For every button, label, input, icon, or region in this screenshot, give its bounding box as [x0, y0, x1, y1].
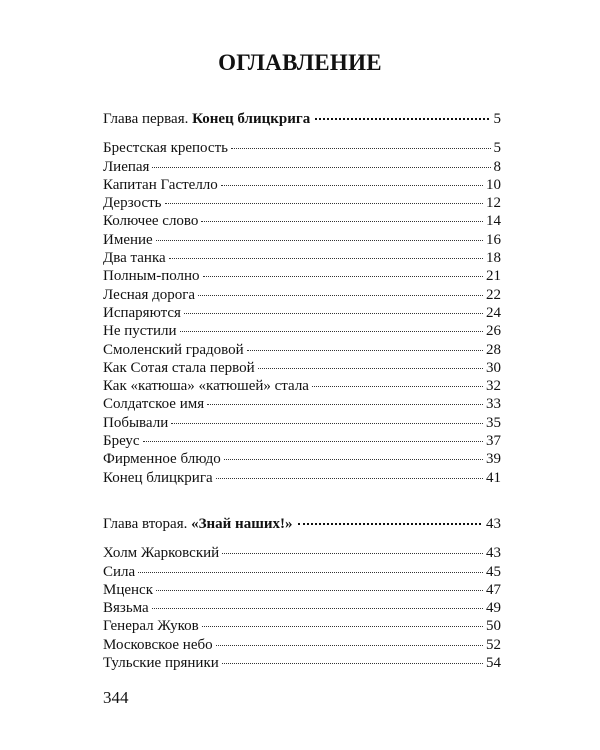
toc-entry-page: 22 [486, 286, 501, 303]
toc-entry-page: 26 [486, 323, 501, 340]
toc-entry-label: Капитан Гастелло [103, 176, 218, 193]
toc-entry[interactable] [103, 636, 501, 654]
toc-entry[interactable] [103, 194, 501, 212]
toc-entry-page: 28 [486, 341, 501, 358]
toc-entry[interactable] [103, 469, 501, 487]
toc-entry-page: 37 [486, 433, 501, 450]
table-of-contents [103, 110, 501, 672]
toc-entry-label: Не пустили [103, 323, 177, 340]
dot-leader [298, 523, 481, 525]
toc-entry-page: 10 [486, 176, 501, 193]
toc-entry-label: Сила [103, 563, 136, 580]
dot-leader [312, 386, 483, 387]
toc-entry[interactable] [103, 158, 501, 176]
toc-entry[interactable] [103, 322, 501, 340]
chapter-heading-2[interactable] [103, 515, 501, 533]
chapter-prefix: Глава первая. [103, 111, 189, 127]
toc-entry-label: Как Сотая стала первой [103, 359, 255, 376]
toc-entry-label: Имение [103, 231, 153, 248]
toc-entry[interactable] [103, 432, 501, 450]
dot-leader [156, 590, 483, 591]
page-title: ОГЛАВЛЕНИЕ [218, 50, 382, 75]
toc-entry-page: 39 [486, 451, 501, 468]
toc-entry-label: Солдатское имя [103, 396, 205, 413]
toc-entry-page: 47 [486, 581, 501, 598]
dot-leader [180, 331, 483, 332]
dot-leader [203, 276, 483, 277]
dot-leader [258, 368, 483, 369]
toc-entry-label: Фирменное блюдо [103, 451, 221, 468]
toc-entry[interactable] [103, 544, 501, 562]
toc-entry-label: Испаряются [103, 304, 181, 321]
toc-entry-label: Генерал Жуков [103, 618, 199, 635]
dot-leader [138, 572, 483, 573]
toc-entry-label: Колючее слово [103, 213, 199, 230]
toc-entry-page: 52 [486, 636, 501, 653]
dot-leader [143, 441, 483, 442]
dot-leader [222, 553, 483, 554]
toc-entry-label: Брестская крепость [103, 140, 228, 157]
toc-entry-label: Лиепая [103, 158, 150, 175]
chapter-prefix: Глава вторая. [103, 515, 188, 532]
dot-leader [169, 258, 483, 259]
toc-entry-label: Два танка [103, 250, 166, 267]
chapter-name: Конец блицкрига [192, 111, 311, 127]
dot-leader [221, 185, 483, 186]
dot-leader [231, 148, 491, 149]
toc-entry-label: Конец блицкрига [103, 469, 213, 486]
toc-entry[interactable] [103, 359, 501, 377]
toc-entry[interactable] [103, 581, 501, 599]
toc-entry-label: Холм Жарковский [103, 545, 220, 562]
toc-entry-label: Мценск [103, 581, 153, 598]
chapter-page-number: 5 [493, 111, 501, 127]
toc-entry[interactable] [103, 176, 501, 194]
toc-entry[interactable] [103, 267, 501, 285]
dot-leader [165, 203, 483, 204]
toc-entry-page: 54 [486, 655, 501, 672]
toc-entry-label: Лесная дорога [103, 286, 196, 303]
dot-leader [216, 645, 483, 646]
toc-entry-label: Смоленский градовой [103, 341, 244, 358]
toc-entry[interactable] [103, 212, 501, 230]
toc-entry[interactable] [103, 450, 501, 468]
toc-entry-label: Как «катюша» «катюшей» стала [103, 378, 309, 395]
toc-entry-label: Побывали [103, 414, 169, 431]
toc-entry[interactable] [103, 286, 501, 304]
page-number: 344 [103, 688, 129, 707]
dot-leader [315, 118, 488, 120]
toc-entry-page: 49 [486, 600, 501, 617]
toc-entry[interactable] [103, 341, 501, 359]
toc-entry-page: 45 [486, 563, 501, 580]
toc-entry-page: 32 [486, 378, 501, 395]
dot-leader [216, 478, 483, 479]
dot-leader [201, 221, 483, 222]
toc-entry-page: 8 [493, 158, 501, 175]
toc-entry-label: Полным-полно [103, 268, 200, 285]
toc-entry-page: 43 [486, 545, 501, 562]
toc-entry-page: 18 [486, 250, 501, 267]
toc-entry[interactable] [103, 654, 501, 672]
dot-leader [198, 295, 483, 296]
toc-entry[interactable] [103, 249, 501, 267]
dot-leader [222, 663, 483, 664]
dot-leader [156, 240, 483, 241]
dot-leader [171, 423, 483, 424]
dot-leader [207, 404, 483, 405]
toc-entry[interactable] [103, 395, 501, 413]
toc-entry[interactable] [103, 599, 501, 617]
toc-entry[interactable] [103, 414, 501, 432]
toc-entry-label: Вязьма [103, 600, 149, 617]
toc-entry-page: 24 [486, 304, 501, 321]
toc-entry-page: 35 [486, 414, 501, 431]
toc-entry-page: 16 [486, 231, 501, 248]
toc-entry[interactable] [103, 377, 501, 395]
chapter-page-number: 43 [486, 515, 501, 532]
toc-entry[interactable] [103, 563, 501, 581]
toc-entry[interactable] [103, 304, 501, 322]
toc-entry[interactable] [103, 231, 501, 249]
toc-entry[interactable] [103, 139, 501, 157]
chapter-name: «Знай наших!» [191, 515, 293, 532]
dot-leader [152, 608, 483, 609]
dot-leader [152, 167, 490, 168]
toc-entry-page: 30 [486, 359, 501, 376]
toc-entry-page: 5 [493, 140, 501, 157]
dot-leader [224, 459, 483, 460]
toc-entry-label: Московское небо [103, 636, 213, 653]
dot-leader [202, 626, 483, 627]
toc-entry-label: Бреус [103, 433, 140, 450]
toc-entry-label: Тульские пряники [103, 655, 219, 672]
dot-leader [247, 350, 483, 351]
toc-entry-page: 21 [486, 268, 501, 285]
chapter-heading-1[interactable] [103, 110, 501, 128]
toc-entry-page: 33 [486, 396, 501, 413]
toc-entry-label: Дерзость [103, 195, 162, 212]
toc-entry-page: 12 [486, 195, 501, 212]
toc-entry-page: 14 [486, 213, 501, 230]
toc-entry[interactable] [103, 617, 501, 635]
dot-leader [184, 313, 483, 314]
toc-entry-page: 50 [486, 618, 501, 635]
toc-entry-page: 41 [486, 469, 501, 486]
